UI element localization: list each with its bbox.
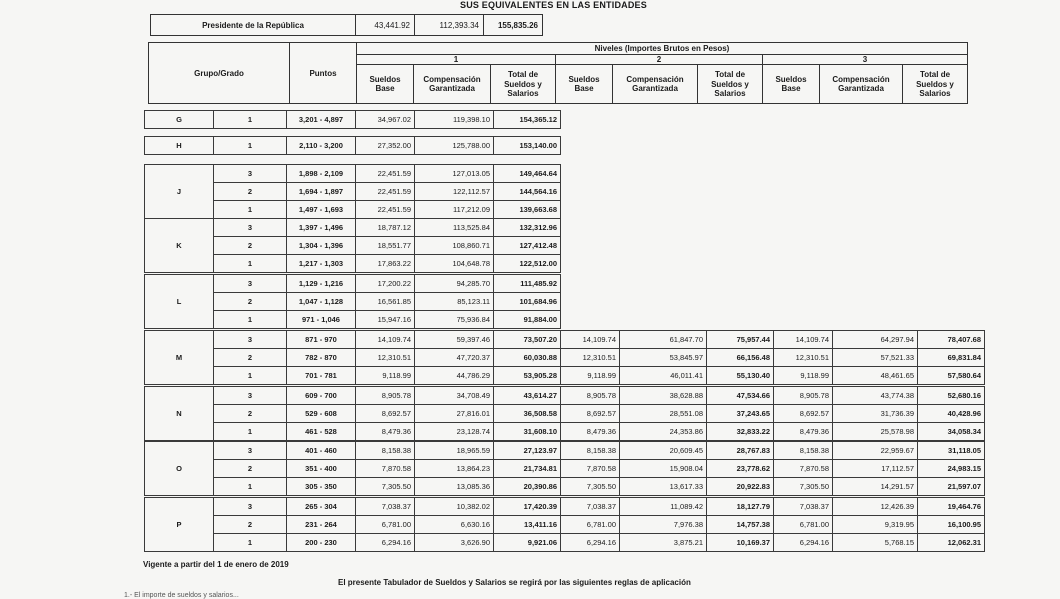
puntos: 3,201 - 4,897 xyxy=(287,111,356,129)
group-table-m xyxy=(144,330,985,385)
comp-3: 5,768.15 xyxy=(833,534,918,552)
total-3: 12,062.31 xyxy=(918,534,985,552)
total-3: 16,100.95 xyxy=(918,516,985,534)
group-name: J xyxy=(145,165,214,219)
total-1: 132,312.96 xyxy=(494,219,561,237)
grado: 3 xyxy=(214,498,287,516)
comp-1: 117,212.09 xyxy=(415,201,494,219)
sueldo-2: 8,692.57 xyxy=(561,405,620,423)
comp-3: 22,959.67 xyxy=(833,442,918,460)
header-total-3: Total de Sueldos y Salarios xyxy=(903,65,968,104)
comp-1: 6,630.16 xyxy=(415,516,494,534)
sueldo-1: 16,561.85 xyxy=(356,293,415,311)
table-row xyxy=(145,442,985,460)
grado: 1 xyxy=(214,367,287,385)
group-table-p xyxy=(144,497,985,552)
sueldo-3: 7,870.58 xyxy=(774,460,833,478)
comp-1: 3,626.90 xyxy=(415,534,494,552)
table-row xyxy=(145,219,561,237)
sueldo-1: 34,967.02 xyxy=(356,111,415,129)
header-niveles: Niveles (Importes Brutos en Pesos) xyxy=(357,43,968,55)
grado: 2 xyxy=(214,460,287,478)
total-2: 47,534.66 xyxy=(707,387,774,405)
comp-1: 27,816.01 xyxy=(415,405,494,423)
comp-1: 23,128.74 xyxy=(415,423,494,441)
group-name: G xyxy=(145,111,214,129)
page-title: SUS EQUIVALENTES EN LAS ENTIDADES xyxy=(460,0,647,10)
total-1: 154,365.12 xyxy=(494,111,561,129)
puntos: 609 - 700 xyxy=(287,387,356,405)
sueldo-1: 27,352.00 xyxy=(356,137,415,155)
puntos: 1,898 - 2,109 xyxy=(287,165,356,183)
header-comp-3: Compensación Garantizada xyxy=(820,65,903,104)
grado: 1 xyxy=(214,255,287,273)
table-row xyxy=(145,460,985,478)
comp-3: 43,774.38 xyxy=(833,387,918,405)
rules-note: El presente Tabulador de Sueldos y Salarios se regirá por las siguientes reglas de aplicación xyxy=(338,578,691,587)
group-name: O xyxy=(145,442,214,496)
total-1: 20,390.86 xyxy=(494,478,561,496)
total-1: 101,684.96 xyxy=(494,293,561,311)
sueldo-3: 12,310.51 xyxy=(774,349,833,367)
comp-2: 7,976.38 xyxy=(620,516,707,534)
comp-1: 127,013.05 xyxy=(415,165,494,183)
total-1: 139,663.68 xyxy=(494,201,561,219)
group-name: N xyxy=(145,387,214,441)
vigente-note: Vigente a partir del 1 de enero de 2019 xyxy=(143,560,289,569)
group-name: H xyxy=(145,137,214,155)
puntos: 265 - 304 xyxy=(287,498,356,516)
grado: 1 xyxy=(214,311,287,329)
grado: 3 xyxy=(214,275,287,293)
total-2: 37,243.65 xyxy=(707,405,774,423)
total-1: 91,884.00 xyxy=(494,311,561,329)
president-table xyxy=(150,14,543,36)
total-1: 60,030.88 xyxy=(494,349,561,367)
sueldo-1: 18,551.77 xyxy=(356,237,415,255)
comp-1: 104,648.78 xyxy=(415,255,494,273)
puntos: 871 - 970 xyxy=(287,331,356,349)
puntos: 971 - 1,046 xyxy=(287,311,356,329)
group-table-g xyxy=(144,110,561,129)
comp-1: 13,085.36 xyxy=(415,478,494,496)
header-level-1: 1 xyxy=(357,55,556,65)
group-table-l xyxy=(144,274,561,329)
sueldo-3: 8,158.38 xyxy=(774,442,833,460)
puntos: 351 - 400 xyxy=(287,460,356,478)
total-1: 127,412.48 xyxy=(494,237,561,255)
group-name: P xyxy=(145,498,214,552)
total-1: 36,508.58 xyxy=(494,405,561,423)
sueldo-3: 6,294.16 xyxy=(774,534,833,552)
comp-1: 125,788.00 xyxy=(415,137,494,155)
header-total-1: Total de Sueldos y Salarios xyxy=(491,65,556,104)
sueldo-1: 12,310.51 xyxy=(356,349,415,367)
total-2: 23,778.62 xyxy=(707,460,774,478)
sueldo-1: 22,451.59 xyxy=(356,165,415,183)
total-2: 14,757.38 xyxy=(707,516,774,534)
comp-2: 20,609.45 xyxy=(620,442,707,460)
total-2: 55,130.40 xyxy=(707,367,774,385)
grado: 1 xyxy=(214,534,287,552)
comp-3: 14,291.57 xyxy=(833,478,918,496)
comp-1: 47,720.37 xyxy=(415,349,494,367)
comp-2: 15,908.04 xyxy=(620,460,707,478)
table-row xyxy=(145,331,985,349)
total-2: 66,156.48 xyxy=(707,349,774,367)
sueldo-1: 15,947.16 xyxy=(356,311,415,329)
puntos: 1,047 - 1,128 xyxy=(287,293,356,311)
header-sueldos-3: Sueldos Base xyxy=(763,65,820,104)
total-3: 19,464.76 xyxy=(918,498,985,516)
comp-1: 10,382.02 xyxy=(415,498,494,516)
header-level-3: 3 xyxy=(763,55,968,65)
sueldo-3: 7,038.37 xyxy=(774,498,833,516)
table-row xyxy=(145,111,561,129)
puntos: 1,304 - 1,396 xyxy=(287,237,356,255)
puntos: 1,217 - 1,303 xyxy=(287,255,356,273)
comp-1: 75,936.84 xyxy=(415,311,494,329)
total-2: 10,169.37 xyxy=(707,534,774,552)
total-1: 43,614.27 xyxy=(494,387,561,405)
sueldo-2: 7,038.37 xyxy=(561,498,620,516)
comp-2: 3,875.21 xyxy=(620,534,707,552)
grado: 2 xyxy=(214,237,287,255)
total-3: 31,118.05 xyxy=(918,442,985,460)
puntos: 2,110 - 3,200 xyxy=(287,137,356,155)
sueldo-1: 7,870.58 xyxy=(356,460,415,478)
sueldo-1: 18,787.12 xyxy=(356,219,415,237)
comp-1: 13,864.23 xyxy=(415,460,494,478)
comp-1: 108,860.71 xyxy=(415,237,494,255)
puntos: 1,497 - 1,693 xyxy=(287,201,356,219)
puntos: 401 - 460 xyxy=(287,442,356,460)
header-sueldos-2: Sueldos Base xyxy=(556,65,613,104)
comp-1: 34,708.49 xyxy=(415,387,494,405)
header-grupo: Grupo/Grado xyxy=(149,43,290,104)
total-3: 40,428.96 xyxy=(918,405,985,423)
sueldo-2: 6,294.16 xyxy=(561,534,620,552)
header-sueldos-1: Sueldos Base xyxy=(357,65,414,104)
rule-1-cut: 1.- El importe de sueldos y salarios... xyxy=(124,592,239,599)
comp-1: 18,965.59 xyxy=(415,442,494,460)
group-table-o xyxy=(144,441,985,496)
total-1: 53,905.28 xyxy=(494,367,561,385)
grado: 2 xyxy=(214,293,287,311)
sueldo-1: 7,305.50 xyxy=(356,478,415,496)
sueldo-3: 7,305.50 xyxy=(774,478,833,496)
puntos: 231 - 264 xyxy=(287,516,356,534)
table-row xyxy=(145,498,985,516)
sueldo-1: 17,863.22 xyxy=(356,255,415,273)
sueldo-3: 6,781.00 xyxy=(774,516,833,534)
sueldo-1: 6,781.00 xyxy=(356,516,415,534)
total-2: 18,127.79 xyxy=(707,498,774,516)
group-table-h xyxy=(144,136,561,155)
president-sueldo: 43,441.92 xyxy=(356,15,415,36)
comp-2: 61,847.70 xyxy=(620,331,707,349)
total-1: 17,420.39 xyxy=(494,498,561,516)
header-comp-1: Compensación Garantizada xyxy=(414,65,491,104)
president-label: Presidente de la República xyxy=(151,15,356,36)
total-2: 20,922.83 xyxy=(707,478,774,496)
comp-3: 17,112.57 xyxy=(833,460,918,478)
comp-3: 31,736.39 xyxy=(833,405,918,423)
total-1: 153,140.00 xyxy=(494,137,561,155)
grado: 1 xyxy=(214,111,287,129)
table-row xyxy=(145,387,985,405)
sueldo-2: 9,118.99 xyxy=(561,367,620,385)
sueldo-1: 14,109.74 xyxy=(356,331,415,349)
total-1: 149,464.64 xyxy=(494,165,561,183)
total-1: 73,507.20 xyxy=(494,331,561,349)
total-3: 24,983.15 xyxy=(918,460,985,478)
sueldo-1: 17,200.22 xyxy=(356,275,415,293)
sueldo-1: 7,038.37 xyxy=(356,498,415,516)
sueldo-3: 8,479.36 xyxy=(774,423,833,441)
puntos: 200 - 230 xyxy=(287,534,356,552)
sueldo-1: 9,118.99 xyxy=(356,367,415,385)
comp-2: 46,011.41 xyxy=(620,367,707,385)
grado: 3 xyxy=(214,219,287,237)
grado: 3 xyxy=(214,165,287,183)
comp-1: 59,397.46 xyxy=(415,331,494,349)
grado: 1 xyxy=(214,137,287,155)
total-1: 122,512.00 xyxy=(494,255,561,273)
total-3: 34,058.34 xyxy=(918,423,985,441)
total-3: 52,680.16 xyxy=(918,387,985,405)
header-puntos: Puntos xyxy=(290,43,357,104)
table-row xyxy=(145,165,561,183)
group-name: M xyxy=(145,331,214,385)
table-row xyxy=(145,534,985,552)
group-name: K xyxy=(145,219,214,273)
comp-3: 64,297.94 xyxy=(833,331,918,349)
comp-1: 119,398.10 xyxy=(415,111,494,129)
grado: 3 xyxy=(214,442,287,460)
table-row xyxy=(145,275,561,293)
sueldo-1: 22,451.59 xyxy=(356,183,415,201)
sueldo-3: 8,905.78 xyxy=(774,387,833,405)
sueldo-3: 8,692.57 xyxy=(774,405,833,423)
total-3: 78,407.68 xyxy=(918,331,985,349)
comp-3: 12,426.39 xyxy=(833,498,918,516)
comp-2: 11,089.42 xyxy=(620,498,707,516)
group-name: L xyxy=(145,275,214,329)
comp-3: 57,521.33 xyxy=(833,349,918,367)
table-row xyxy=(145,405,985,423)
group-table-k xyxy=(144,218,561,273)
sueldo-2: 8,479.36 xyxy=(561,423,620,441)
total-3: 69,831.84 xyxy=(918,349,985,367)
puntos: 1,129 - 1,216 xyxy=(287,275,356,293)
total-1: 27,123.97 xyxy=(494,442,561,460)
comp-1: 94,285.70 xyxy=(415,275,494,293)
comp-1: 122,112.57 xyxy=(415,183,494,201)
comp-1: 113,525.84 xyxy=(415,219,494,237)
grado: 2 xyxy=(214,516,287,534)
grado: 2 xyxy=(214,349,287,367)
table-row xyxy=(145,423,985,441)
total-1: 21,734.81 xyxy=(494,460,561,478)
total-2: 32,833.22 xyxy=(707,423,774,441)
sueldo-3: 9,118.99 xyxy=(774,367,833,385)
table-row xyxy=(145,137,561,155)
grado: 1 xyxy=(214,201,287,219)
total-1: 9,921.06 xyxy=(494,534,561,552)
header-comp-2: Compensación Garantizada xyxy=(613,65,698,104)
puntos: 1,694 - 1,897 xyxy=(287,183,356,201)
grado: 3 xyxy=(214,331,287,349)
total-3: 21,597.07 xyxy=(918,478,985,496)
sueldo-2: 8,158.38 xyxy=(561,442,620,460)
puntos: 701 - 781 xyxy=(287,367,356,385)
sueldo-1: 8,158.38 xyxy=(356,442,415,460)
sueldo-1: 8,479.36 xyxy=(356,423,415,441)
grado: 3 xyxy=(214,387,287,405)
group-table-j xyxy=(144,164,561,219)
table-row xyxy=(145,478,985,496)
comp-2: 28,551.08 xyxy=(620,405,707,423)
header-total-2: Total de Sueldos y Salarios xyxy=(698,65,763,104)
total-1: 13,411.16 xyxy=(494,516,561,534)
puntos: 1,397 - 1,496 xyxy=(287,219,356,237)
sueldo-2: 8,905.78 xyxy=(561,387,620,405)
puntos: 529 - 608 xyxy=(287,405,356,423)
comp-1: 44,786.29 xyxy=(415,367,494,385)
grado: 2 xyxy=(214,405,287,423)
sueldo-1: 6,294.16 xyxy=(356,534,415,552)
header-level-2: 2 xyxy=(556,55,763,65)
sueldo-2: 7,305.50 xyxy=(561,478,620,496)
table-row xyxy=(145,516,985,534)
comp-2: 24,353.86 xyxy=(620,423,707,441)
comp-3: 48,461.65 xyxy=(833,367,918,385)
comp-3: 9,319.95 xyxy=(833,516,918,534)
total-1: 144,564.16 xyxy=(494,183,561,201)
president-total: 155,835.26 xyxy=(484,15,543,36)
grado: 2 xyxy=(214,183,287,201)
grado: 1 xyxy=(214,423,287,441)
sueldo-1: 8,692.57 xyxy=(356,405,415,423)
total-2: 75,957.44 xyxy=(707,331,774,349)
puntos: 782 - 870 xyxy=(287,349,356,367)
total-2: 28,767.83 xyxy=(707,442,774,460)
president-compensacion: 112,393.34 xyxy=(415,15,484,36)
sueldo-2: 12,310.51 xyxy=(561,349,620,367)
sueldo-1: 22,451.59 xyxy=(356,201,415,219)
total-1: 31,608.10 xyxy=(494,423,561,441)
sueldo-2: 7,870.58 xyxy=(561,460,620,478)
grado: 1 xyxy=(214,478,287,496)
sueldo-3: 14,109.74 xyxy=(774,331,833,349)
puntos: 305 - 350 xyxy=(287,478,356,496)
total-3: 57,580.64 xyxy=(918,367,985,385)
comp-3: 25,578.98 xyxy=(833,423,918,441)
sueldo-1: 8,905.78 xyxy=(356,387,415,405)
puntos: 461 - 528 xyxy=(287,423,356,441)
table-row xyxy=(145,367,985,385)
table-row xyxy=(145,349,985,367)
header-table xyxy=(148,42,968,104)
comp-2: 13,617.33 xyxy=(620,478,707,496)
sueldo-2: 14,109.74 xyxy=(561,331,620,349)
sueldo-2: 6,781.00 xyxy=(561,516,620,534)
comp-1: 85,123.11 xyxy=(415,293,494,311)
comp-2: 53,845.97 xyxy=(620,349,707,367)
comp-2: 38,628.88 xyxy=(620,387,707,405)
group-table-n xyxy=(144,386,985,441)
total-1: 111,485.92 xyxy=(494,275,561,293)
